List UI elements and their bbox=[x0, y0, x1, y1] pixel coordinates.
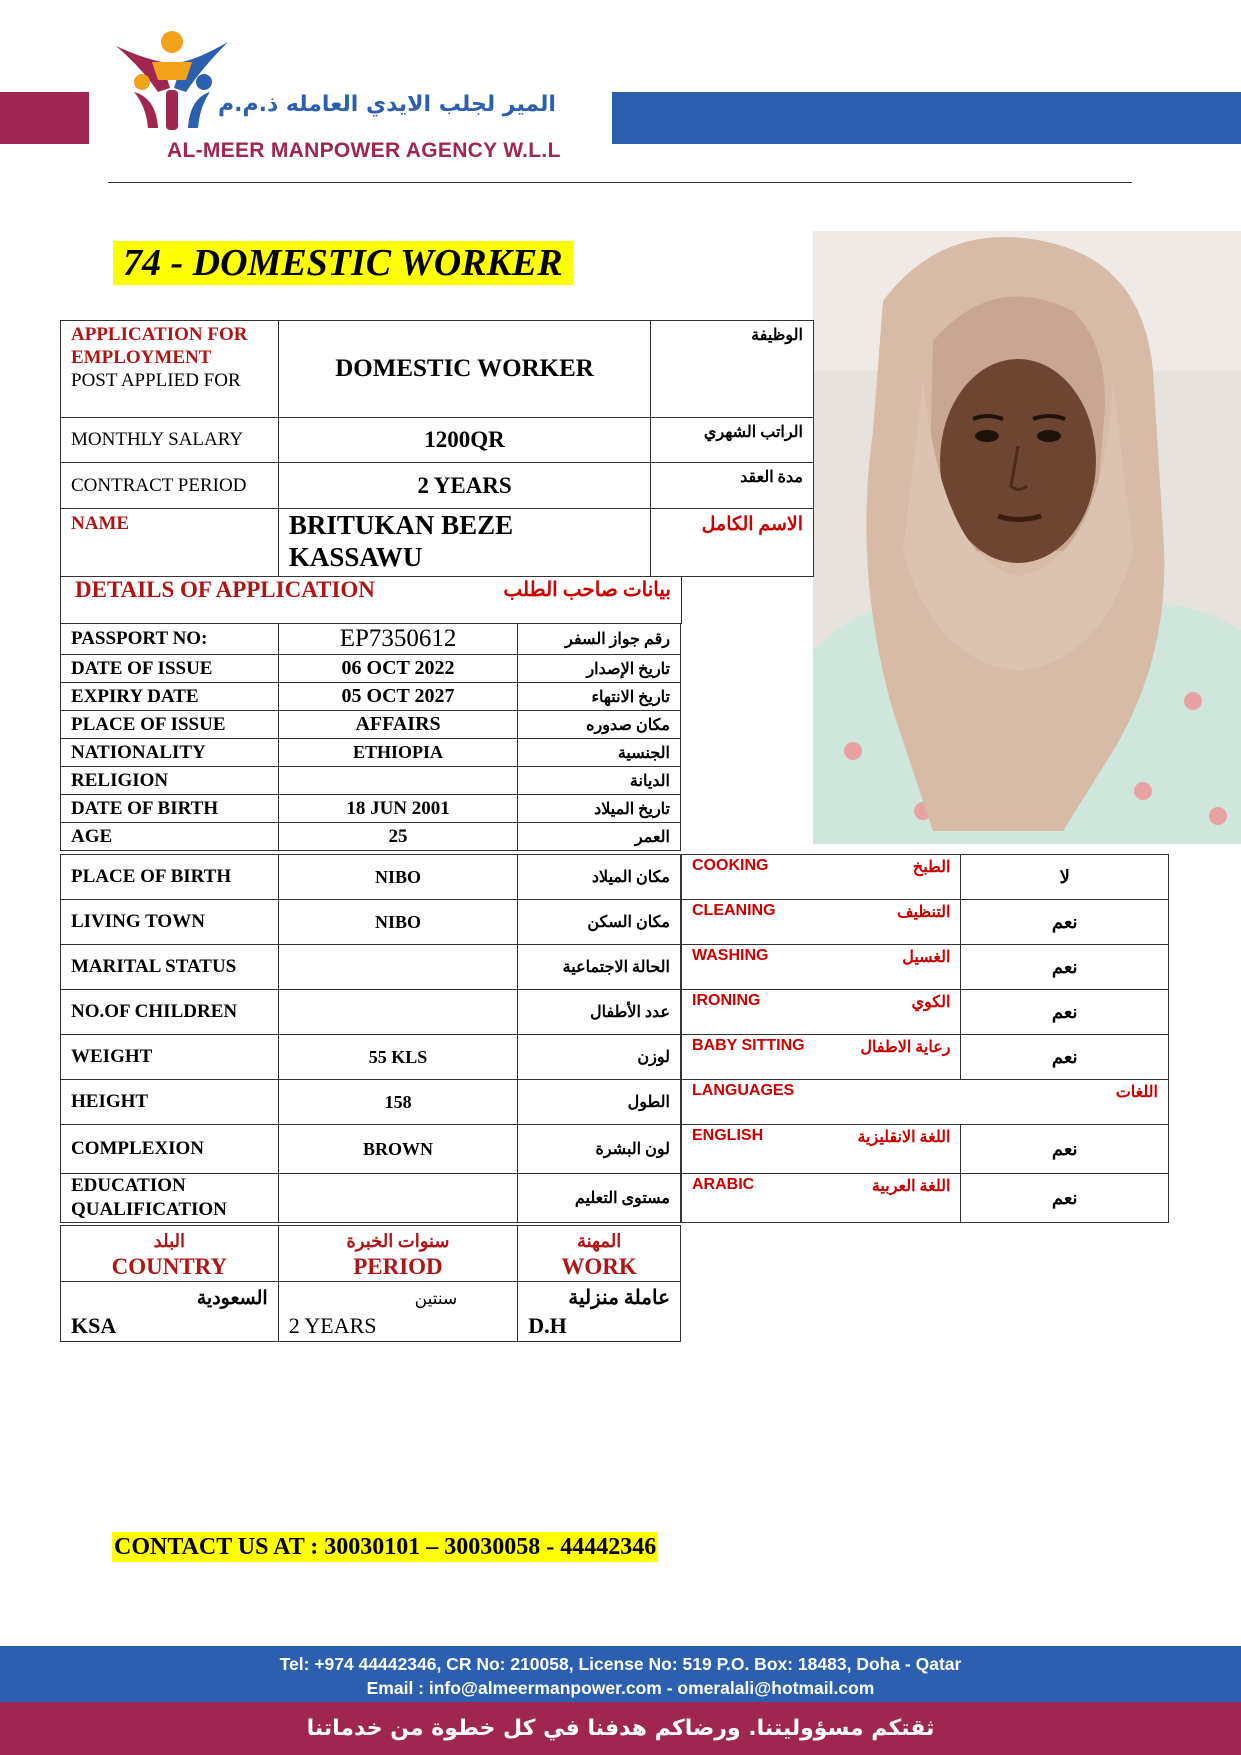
skill-washing-answer: نعم bbox=[961, 945, 1169, 990]
experience-country-ar: السعودية bbox=[196, 1287, 268, 1309]
passport-label: PASSPORT NO: bbox=[61, 624, 279, 655]
header-band-left bbox=[0, 92, 89, 144]
complexion-ar: لون البشرة bbox=[518, 1125, 681, 1174]
complexion-label: COMPLEXION bbox=[61, 1125, 279, 1174]
experience-work-cell bbox=[518, 1282, 681, 1342]
issue-date-ar: تاريخ الإصدار bbox=[518, 655, 681, 683]
country-header: COUNTRY bbox=[111, 1253, 228, 1279]
weight-ar: لوزن bbox=[518, 1035, 681, 1080]
dob-ar: تاريخ الميلاد bbox=[518, 795, 681, 823]
age-label: AGE bbox=[61, 823, 279, 851]
table-row bbox=[61, 855, 681, 900]
table-row bbox=[61, 795, 681, 823]
table-row bbox=[682, 1035, 1169, 1080]
header-band-right bbox=[612, 92, 1241, 144]
living-town-value: NIBO bbox=[278, 900, 517, 945]
table-row bbox=[682, 1125, 1169, 1174]
contract-ar: مدة العقد bbox=[651, 463, 814, 509]
experience-country-cell bbox=[61, 1282, 279, 1342]
living-town-ar: مكان السكن bbox=[518, 900, 681, 945]
table-row bbox=[61, 624, 681, 655]
contract-label: CONTRACT PERIOD bbox=[61, 463, 279, 509]
nationality-ar: الجنسية bbox=[518, 739, 681, 767]
experience-table bbox=[60, 1225, 681, 1342]
skill-cooking-ar: الطبخ bbox=[912, 859, 951, 876]
place-of-birth-ar: مكان الميلاد bbox=[518, 855, 681, 900]
page-title: 74 - DOMESTIC WORKER bbox=[113, 241, 573, 285]
skill-cooking-label: COOKING bbox=[692, 857, 769, 874]
post-label-cell bbox=[61, 321, 279, 418]
table-row bbox=[61, 945, 681, 990]
table-row bbox=[61, 418, 814, 463]
table-row bbox=[61, 823, 681, 851]
weight-value: 55 KLS bbox=[278, 1035, 517, 1080]
footer-slogan: ثقتكم مسؤوليتنا. ورضاكم هدفنا في كل خطوة من خدماتنا bbox=[0, 1702, 1241, 1755]
experience-work: D.H bbox=[528, 1312, 567, 1338]
post-applied-value: DOMESTIC WORKER bbox=[278, 321, 650, 418]
expiry-date-ar: تاريخ الانتهاء bbox=[518, 683, 681, 711]
details-heading-box bbox=[60, 577, 682, 624]
table-row bbox=[682, 945, 1169, 990]
experience-header-period bbox=[278, 1226, 518, 1282]
table-row bbox=[61, 1282, 681, 1342]
skill-cleaning-label: CLEANING bbox=[692, 902, 776, 919]
experience-work-ar: عاملة منزلية bbox=[568, 1286, 670, 1309]
experience-header-country bbox=[61, 1226, 279, 1282]
post-applied-label: POST APPLIED FOR bbox=[71, 370, 241, 391]
contact-line: CONTACT US AT : 30030101 – 30030058 - 44442346 bbox=[114, 1534, 657, 1560]
table-row bbox=[61, 1035, 681, 1080]
skill-cooking-answer: لا bbox=[961, 855, 1169, 900]
footer-tel-line: Tel: +974 44442346, CR No: 210058, License No: 519 P.O. Box: 18483, Doha - Qatar bbox=[279, 1654, 962, 1674]
skill-cell bbox=[682, 990, 961, 1035]
skill-cleaning-ar: التنظيف bbox=[896, 904, 951, 921]
top-info-table bbox=[60, 320, 814, 577]
table-row bbox=[61, 509, 814, 577]
age-value: 25 bbox=[278, 823, 518, 851]
experience-country: KSA bbox=[71, 1312, 117, 1338]
skill-babysitting-ar: رعاية الاطفال bbox=[860, 1039, 951, 1056]
details-table bbox=[60, 623, 681, 851]
children-ar: عدد الأطفال bbox=[518, 990, 681, 1035]
skill-cleaning-answer: نعم bbox=[961, 900, 1169, 945]
footer-info-band bbox=[0, 1646, 1241, 1702]
religion-label: RELIGION bbox=[61, 767, 279, 795]
table-row bbox=[61, 739, 681, 767]
skill-cell bbox=[682, 900, 961, 945]
languages-ar: اللغات bbox=[1115, 1084, 1158, 1101]
skill-cell bbox=[682, 1035, 961, 1080]
table-row bbox=[682, 990, 1169, 1035]
table-row bbox=[682, 900, 1169, 945]
marital-status-label: MARITAL STATUS bbox=[61, 945, 279, 990]
weight-label: WEIGHT bbox=[61, 1035, 279, 1080]
logo-english-name: AL-MEER MANPOWER AGENCY W.L.L bbox=[167, 139, 561, 162]
education-ar: مستوى التعليم bbox=[518, 1174, 681, 1223]
experience-period: 2 YEARS bbox=[288, 1312, 377, 1338]
skill-cell bbox=[682, 855, 961, 900]
place-of-issue-ar: مكان صدوره bbox=[518, 711, 681, 739]
experience-period-ar: سنتين bbox=[414, 1288, 458, 1308]
issue-date-value: 06 OCT 2022 bbox=[278, 655, 518, 683]
application-label: APPLICATION FOR EMPLOYMENT bbox=[71, 324, 248, 368]
language-arabic-label: ARABIC bbox=[692, 1176, 755, 1193]
language-arabic-ar: اللغة العربية bbox=[871, 1178, 951, 1195]
salary-label: MONTHLY SALARY bbox=[61, 418, 279, 463]
table-row bbox=[61, 1226, 681, 1282]
religion-value bbox=[278, 767, 518, 795]
children-value bbox=[278, 990, 517, 1035]
table-row bbox=[61, 463, 814, 509]
name-value: BRITUKAN BEZE KASSAWU bbox=[278, 509, 650, 577]
work-header: WORK bbox=[561, 1253, 637, 1279]
post-applied-ar: الوظيفة bbox=[651, 321, 814, 418]
applicant-photo bbox=[813, 231, 1241, 844]
expiry-date-label: EXPIRY DATE bbox=[61, 683, 279, 711]
header-divider bbox=[108, 182, 1132, 183]
work-header-ar: المهنة bbox=[576, 1230, 622, 1251]
skill-ironing-answer: نعم bbox=[961, 990, 1169, 1035]
table-row bbox=[61, 1080, 681, 1125]
skill-babysitting-answer: نعم bbox=[961, 1035, 1169, 1080]
dob-value: 18 JUN 2001 bbox=[278, 795, 518, 823]
language-english-label: ENGLISH bbox=[692, 1127, 764, 1144]
agency-logo-icon bbox=[112, 28, 232, 132]
issue-date-label: DATE OF ISSUE bbox=[61, 655, 279, 683]
marital-status-ar: الحالة الاجتماعية bbox=[518, 945, 681, 990]
experience-period-cell bbox=[278, 1282, 518, 1342]
marital-status-value bbox=[278, 945, 517, 990]
height-label: HEIGHT bbox=[61, 1080, 279, 1125]
name-ar: الاسم الكامل bbox=[651, 509, 814, 577]
table-row bbox=[682, 1080, 1169, 1125]
period-header-ar: سنوات الخبرة bbox=[346, 1230, 450, 1251]
language-cell bbox=[682, 1125, 961, 1174]
education-value bbox=[278, 1174, 517, 1223]
skill-cell bbox=[682, 945, 961, 990]
skill-babysitting-label: BABY SITTING bbox=[692, 1037, 805, 1054]
table-row bbox=[61, 683, 681, 711]
skill-ironing-ar: الكوي bbox=[911, 994, 951, 1011]
period-header: PERIOD bbox=[353, 1253, 443, 1279]
details-heading-ar: بيانات صاحب الطلب bbox=[503, 579, 671, 601]
expiry-date-value: 05 OCT 2027 bbox=[278, 683, 518, 711]
skill-washing-label: WASHING bbox=[692, 947, 769, 964]
table-row bbox=[61, 1125, 681, 1174]
passport-ar: رقم جواز السفر bbox=[518, 624, 681, 655]
language-arabic-answer: نعم bbox=[961, 1174, 1169, 1223]
dob-label: DATE OF BIRTH bbox=[61, 795, 279, 823]
name-label: NAME bbox=[61, 509, 279, 577]
complexion-value: BROWN bbox=[278, 1125, 517, 1174]
logo-arabic-name: المير لجلب الايدي العامله ذ.م.م bbox=[218, 92, 556, 117]
table-row bbox=[61, 767, 681, 795]
languages-label: LANGUAGES bbox=[692, 1082, 795, 1099]
table-row bbox=[61, 990, 681, 1035]
footer-email-line: Email : info@almeermanpower.com - omeralali@hotmail.com bbox=[366, 1678, 875, 1698]
living-town-label: LIVING TOWN bbox=[61, 900, 279, 945]
salary-value: 1200QR bbox=[278, 418, 650, 463]
skill-ironing-label: IRONING bbox=[692, 992, 761, 1009]
nationality-label: NATIONALITY bbox=[61, 739, 279, 767]
education-label: EDUCATION QUALIFICATION bbox=[61, 1174, 279, 1223]
salary-ar: الراتب الشهري bbox=[651, 418, 814, 463]
table-row bbox=[61, 1174, 681, 1223]
place-of-birth-label: PLACE OF BIRTH bbox=[61, 855, 279, 900]
table-row bbox=[61, 655, 681, 683]
experience-header-work bbox=[518, 1226, 681, 1282]
country-header-ar: البلد bbox=[153, 1230, 185, 1251]
place-of-birth-value: NIBO bbox=[278, 855, 517, 900]
height-value: 158 bbox=[278, 1080, 517, 1125]
languages-header-cell bbox=[682, 1080, 1169, 1125]
children-label: NO.OF CHILDREN bbox=[61, 990, 279, 1035]
place-of-issue-value: AFFAIRS bbox=[278, 711, 518, 739]
religion-ar: الديانة bbox=[518, 767, 681, 795]
nationality-value: ETHIOPIA bbox=[278, 739, 518, 767]
age-ar: العمر bbox=[518, 823, 681, 851]
table-row bbox=[61, 900, 681, 945]
place-of-issue-label: PLACE OF ISSUE bbox=[61, 711, 279, 739]
details-table-2 bbox=[60, 854, 681, 1223]
language-english-answer: نعم bbox=[961, 1125, 1169, 1174]
language-cell bbox=[682, 1174, 961, 1223]
table-row bbox=[682, 855, 1169, 900]
contract-value: 2 YEARS bbox=[278, 463, 650, 509]
skills-table bbox=[681, 854, 1169, 1223]
table-row bbox=[682, 1174, 1169, 1223]
table-row bbox=[61, 321, 814, 418]
table-row bbox=[61, 711, 681, 739]
height-ar: الطول bbox=[518, 1080, 681, 1125]
skill-washing-ar: الغسيل bbox=[902, 949, 951, 966]
language-english-ar: اللغة الانقليزية bbox=[857, 1129, 951, 1146]
passport-value: EP7350612 bbox=[278, 624, 518, 655]
details-heading: DETAILS OF APPLICATION bbox=[75, 577, 375, 602]
